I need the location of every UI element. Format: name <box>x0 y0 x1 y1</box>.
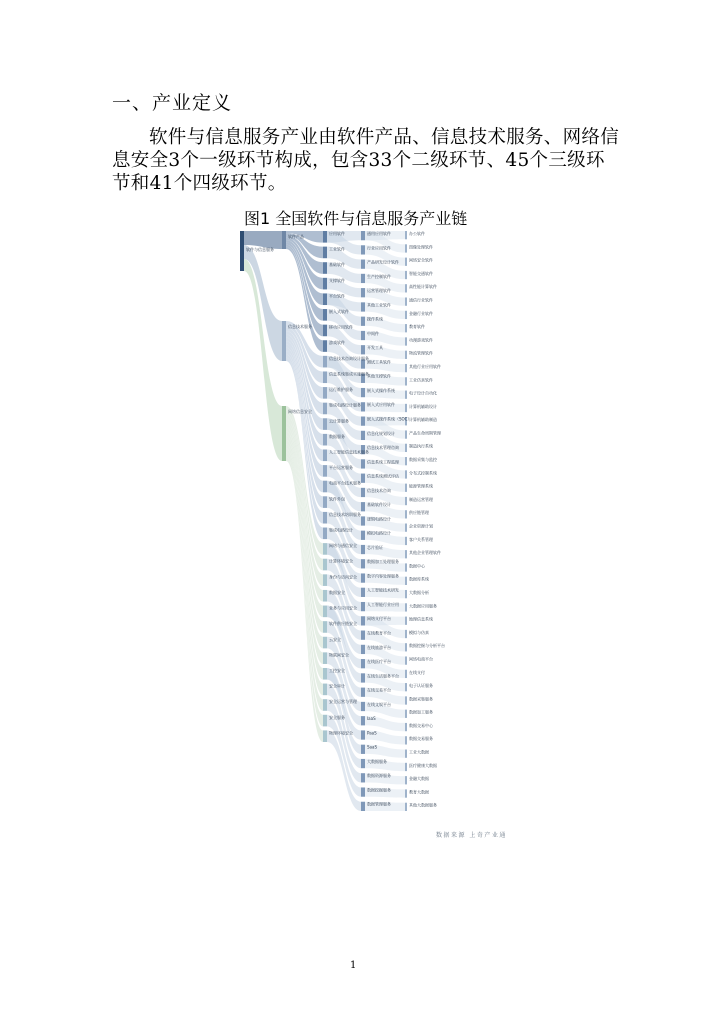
label-level4: 大数据服务 <box>367 758 387 764</box>
node-level5 <box>405 324 407 332</box>
node-level5 <box>405 337 407 345</box>
label-level3: 数据安全 <box>329 589 345 595</box>
label-level3: 安全服务 <box>329 714 345 720</box>
label-level3: 游戏软件 <box>329 340 345 346</box>
node-level4 <box>361 659 365 668</box>
label-level4: IaaS <box>367 716 376 722</box>
node-level4 <box>361 474 365 483</box>
node-level4 <box>361 673 365 682</box>
node-level3 <box>323 231 327 243</box>
node-level5 <box>405 484 407 492</box>
node-level4 <box>361 759 365 768</box>
node-level3 <box>323 418 327 430</box>
node-level5 <box>405 537 407 545</box>
node-level5 <box>405 776 407 784</box>
node-level5 <box>405 364 407 372</box>
label-level4: 生产控制软件 <box>367 273 391 279</box>
node-level5 <box>405 750 407 758</box>
label-level4: 数据加工处理服务 <box>367 559 399 565</box>
node-level4 <box>361 302 365 311</box>
label-level5: 模拟与仿真 <box>409 629 429 635</box>
node-level4 <box>361 602 365 611</box>
label-level5: 教育软件 <box>409 324 425 330</box>
label-level5: 图像处理软件 <box>409 244 433 250</box>
label-level5: 金融行业软件 <box>409 310 433 316</box>
node-level3 <box>323 668 327 680</box>
label-level2: 软件产品 <box>288 234 304 239</box>
node-level3 <box>323 325 327 337</box>
node-level5 <box>405 311 407 319</box>
label-level3: 安全运营与管理 <box>329 699 357 705</box>
label-level5: 数据采集与监控 <box>409 457 437 463</box>
industry-chain-sankey <box>230 226 510 831</box>
node-level4 <box>361 802 365 811</box>
node-level4 <box>361 488 365 497</box>
node-level3 <box>323 262 327 274</box>
label-level4: 网络支付平台 <box>367 616 391 622</box>
node-level5 <box>405 670 407 678</box>
label-level5: 智能交通软件 <box>409 270 433 276</box>
node-level3 <box>323 652 327 664</box>
label-level5: 数据采集服务 <box>409 696 433 702</box>
label-level5: 教育大数据 <box>409 789 429 795</box>
label-level3: 身份与访问安全 <box>329 574 357 580</box>
label-level5: 数据库系统 <box>409 576 429 582</box>
label-level5: 客户关系管理 <box>409 536 433 542</box>
label-level4: 嵌入式操作系统 <box>367 387 395 393</box>
label-level3: 支撑软件 <box>329 277 345 283</box>
label-level3: 云安全 <box>329 636 341 642</box>
label-level5: 其他大数据服务 <box>409 802 437 808</box>
node-level5 <box>405 377 407 385</box>
label-level3: 数据服务 <box>329 433 345 439</box>
label-level5: 大数据应用服务 <box>409 603 437 609</box>
node-level4 <box>361 631 365 640</box>
node-level4 <box>361 260 365 269</box>
label-level4: 开发工具 <box>367 345 383 351</box>
label-level4: 通用应用软件 <box>367 231 391 236</box>
node-level4 <box>361 588 365 597</box>
label-level5: 大数据分析 <box>409 589 429 595</box>
label-level5: 企业资源计划 <box>409 523 433 529</box>
label-level3: 平台软件 <box>329 293 345 299</box>
label-level4: 在线旅游平台 <box>367 644 391 650</box>
label-level5: 其他企业管理软件 <box>409 550 441 556</box>
label-level4: 数据管理服务 <box>367 801 391 807</box>
label-level5: 动漫游戏软件 <box>409 337 433 343</box>
node-level4 <box>361 402 365 411</box>
node-level4 <box>361 231 365 240</box>
label-level4: 在线生活服务平台 <box>367 673 399 679</box>
label-level2: 信息技术服务 <box>288 324 312 329</box>
label-level5: 数据加工服务 <box>409 709 433 715</box>
node-level5 <box>405 510 407 518</box>
label-level3: 软件外包 <box>329 496 345 502</box>
node-level5 <box>405 351 407 359</box>
node-level4 <box>361 559 365 568</box>
label-level5: 供应链管理 <box>409 510 429 516</box>
label-level4: 模拟电路设计 <box>367 530 391 536</box>
node-level3 <box>323 371 327 383</box>
node-level5 <box>405 470 407 478</box>
label-level4: 测试工具软件 <box>367 359 391 365</box>
node-level5 <box>405 696 407 704</box>
node-level4 <box>361 459 365 468</box>
node-level5 <box>405 736 407 744</box>
page-number: 1 <box>350 960 357 971</box>
node-level3 <box>323 574 327 586</box>
label-level3: 基础软件 <box>329 262 345 268</box>
label-level3: 物理环境安全 <box>329 730 353 736</box>
label-level3: 应用软件 <box>329 231 345 236</box>
label-level5: 通信行业软件 <box>409 297 433 303</box>
label-level5: 计算机辅助制造 <box>409 417 437 423</box>
node-level3 <box>323 730 327 742</box>
node-level5 <box>405 763 407 771</box>
label-level3: 云计算服务 <box>329 418 349 424</box>
label-level4: SaaS <box>367 744 377 750</box>
label-level5: 物流管理软件 <box>409 350 433 356</box>
node-level3 <box>323 434 327 446</box>
node-level5 <box>405 244 407 252</box>
label-level5: 工业大数据 <box>409 749 429 755</box>
node-level2 <box>282 406 286 461</box>
label-level4: PaaS <box>367 730 377 736</box>
node-level5 <box>405 404 407 412</box>
node-level4 <box>361 502 365 511</box>
node-level5 <box>405 231 407 239</box>
label-level4: 信息技术咨询 <box>367 487 391 493</box>
node-level4 <box>361 702 365 711</box>
label-level4: 逻辑电路设计 <box>367 516 391 522</box>
label-level3: 人工智能信息技术服务 <box>329 449 369 455</box>
label-level3: 信息技术培训服务 <box>329 511 361 517</box>
label-level5: 电子设计自动化 <box>409 390 437 396</box>
node-level4 <box>361 516 365 525</box>
node-level4 <box>361 416 365 425</box>
node-level5 <box>405 643 407 651</box>
data-source-note: 数据来源 上奇产业通 <box>436 832 507 839</box>
node-level3 <box>323 621 327 633</box>
node-level4 <box>361 331 365 340</box>
label-level4: 人工智能技术研发 <box>367 587 399 593</box>
label-level5: 工业仿真软件 <box>409 377 433 383</box>
node-level5 <box>405 524 407 532</box>
label-level5: 高性能计算软件 <box>409 284 437 290</box>
node-level4 <box>361 345 365 354</box>
label-level5: 能源管理系统 <box>409 483 433 489</box>
label-level2: 网络信息安全 <box>288 409 312 414</box>
node-level4 <box>361 531 365 540</box>
label-level5: 数据挖掘与分析平台 <box>409 643 445 649</box>
node-level5 <box>405 656 407 664</box>
label-level5: 办公软件 <box>409 231 425 236</box>
node-level5 <box>405 603 407 611</box>
label-level5: 金融大数据 <box>409 776 429 782</box>
label-level3: 业务与应用安全 <box>329 605 357 611</box>
label-level4: 操作系统 <box>367 316 383 322</box>
node-level3 <box>323 247 327 259</box>
node-level4 <box>361 773 365 782</box>
node-level4 <box>361 388 365 397</box>
node-level5 <box>405 444 407 452</box>
label-level5: 网络电商平台 <box>409 656 433 662</box>
label-level4: 在线教育平台 <box>367 630 391 636</box>
node-level4 <box>361 431 365 440</box>
label-level4: 数字内容处理服务 <box>367 573 399 579</box>
label-level4: 信息系统工程监理 <box>367 459 399 465</box>
node-level3 <box>323 340 327 352</box>
node-level2 <box>282 321 286 361</box>
node-level3 <box>323 403 327 415</box>
node-level5 <box>405 590 407 598</box>
label-level4: 行业应用软件 <box>367 245 391 251</box>
label-level4: 其他支撑软件 <box>367 373 391 379</box>
node-level2 <box>282 231 286 249</box>
label-level3: 网络与通信安全 <box>329 543 357 549</box>
label-level5: 产品生命周期管理 <box>409 430 441 436</box>
node-level3 <box>323 465 327 477</box>
label-level4: 数据挖掘服务 <box>367 787 391 793</box>
node-level4 <box>361 688 365 697</box>
node-level4 <box>361 274 365 283</box>
label-level5: 其他行业应用软件 <box>409 363 441 369</box>
label-level4: 信息系统测试评估 <box>367 473 399 479</box>
node-level4 <box>361 787 365 796</box>
node-level3 <box>323 637 327 649</box>
node-level1 <box>240 231 244 271</box>
node-level5 <box>405 803 407 811</box>
label-level5: 网络安全软件 <box>409 257 433 263</box>
node-level3 <box>323 559 327 571</box>
label-level3: 工控安全 <box>329 667 345 673</box>
label-level3: 运行维护服务 <box>329 387 353 393</box>
label-level4: 信息化规划设计 <box>367 430 395 436</box>
label-level3: 平台运营服务 <box>329 465 353 471</box>
node-level4 <box>361 317 365 326</box>
node-level3 <box>323 481 327 493</box>
node-level5 <box>405 563 407 571</box>
node-level4 <box>361 745 365 754</box>
node-level4 <box>361 288 365 297</box>
label-level4: 产品研发设计软件 <box>367 259 399 265</box>
node-level5 <box>405 271 407 279</box>
label-level4: 基础软件设计 <box>367 502 391 508</box>
node-level3 <box>323 356 327 368</box>
node-level5 <box>405 430 407 438</box>
label-level5: 电子认证服务 <box>409 683 433 689</box>
node-level4 <box>361 245 365 254</box>
node-level4 <box>361 645 365 654</box>
label-level1: 软件与信息服务 <box>246 247 274 252</box>
figure-title: 图1 全国软件与信息服务产业链 <box>244 209 468 228</box>
label-level3: 安全审计 <box>329 683 345 689</box>
label-level4: 数据资源服务 <box>367 773 391 779</box>
label-level4: 在线医疗平台 <box>367 659 391 665</box>
label-level5: 制造运营管理 <box>409 496 433 502</box>
node-level3 <box>323 590 327 602</box>
node-level5 <box>405 723 407 731</box>
label-level3: 软件供应链安全 <box>329 621 357 627</box>
node-level5 <box>405 297 407 305</box>
node-level5 <box>405 630 407 638</box>
node-level5 <box>405 284 407 292</box>
node-level5 <box>405 550 407 558</box>
label-level5: 分布式控制系统 <box>409 470 437 476</box>
label-level5: 地理信息系统 <box>409 616 433 622</box>
label-level4: 芯片验证 <box>367 544 383 550</box>
node-level4 <box>361 573 365 582</box>
node-level4 <box>361 616 365 625</box>
node-level5 <box>405 617 407 625</box>
node-level3 <box>323 543 327 555</box>
node-level5 <box>405 683 407 691</box>
label-level4: 中间件 <box>367 330 379 336</box>
node-level5 <box>405 710 407 718</box>
label-level4: 嵌入式操作系统（SOC） <box>367 416 412 422</box>
node-level5 <box>405 391 407 399</box>
node-level3 <box>323 309 327 321</box>
label-level3: 计算环境安全 <box>329 558 353 564</box>
label-level4: 在线文娱平台 <box>367 701 391 707</box>
node-level3 <box>323 715 327 727</box>
label-level5: 数据交易服务 <box>409 736 433 742</box>
node-level5 <box>405 258 407 266</box>
label-level5: 医疗健康大数据 <box>409 762 437 768</box>
label-level4: 在线交易平台 <box>367 687 391 693</box>
node-level3 <box>323 512 327 524</box>
node-level4 <box>361 545 365 554</box>
node-level3 <box>323 496 327 508</box>
node-level3 <box>323 449 327 461</box>
node-level3 <box>323 528 327 540</box>
label-level3: 物联网安全 <box>329 652 349 658</box>
node-level3 <box>323 278 327 290</box>
label-level4: 人工智能行业应用 <box>367 601 399 607</box>
label-level5: 计算机辅助设计 <box>409 403 437 409</box>
label-level4: 嵌入式应用软件 <box>367 402 395 408</box>
node-level5 <box>405 577 407 585</box>
node-level3 <box>323 387 327 399</box>
label-level3: 嵌入式软件 <box>329 309 349 315</box>
node-level4 <box>361 730 365 739</box>
label-level4: 其他工业软件 <box>367 302 391 308</box>
label-level5: 制造执行系统 <box>409 443 433 449</box>
node-level3 <box>323 293 327 305</box>
label-level3: 信息系统集成实施服务 <box>329 371 369 377</box>
label-level3: 集成电路设计服务 <box>329 402 361 408</box>
label-level5: 数据中心 <box>409 563 425 569</box>
label-level3: 集成电路设计 <box>329 527 353 533</box>
section-heading: 一、产业定义 <box>112 92 233 114</box>
definition-paragraph: 软件与信息服务产业由软件产品、信息技术服务、网络信息安全3个一级环节构成，包含33个二级环节、45个三级环节和41个四级环节。 <box>112 127 620 194</box>
label-level3: 工业软件 <box>329 246 345 252</box>
label-level5: 数据交易中心 <box>409 722 433 728</box>
label-level3: 电商平台技术服务 <box>329 480 361 486</box>
label-level3: 移动应用软件 <box>329 324 353 330</box>
node-level3 <box>323 606 327 618</box>
node-level5 <box>405 457 407 465</box>
node-level5 <box>405 497 407 505</box>
label-level4: 运营管理软件 <box>367 288 391 294</box>
node-level4 <box>361 716 365 725</box>
label-level4: 信息技术管理咨询 <box>367 445 399 451</box>
label-level3: 信息技术咨询设计服务 <box>329 355 369 361</box>
node-level3 <box>323 684 327 696</box>
node-level3 <box>323 699 327 711</box>
node-level5 <box>405 789 407 797</box>
label-level5: 在线支付 <box>409 669 425 675</box>
